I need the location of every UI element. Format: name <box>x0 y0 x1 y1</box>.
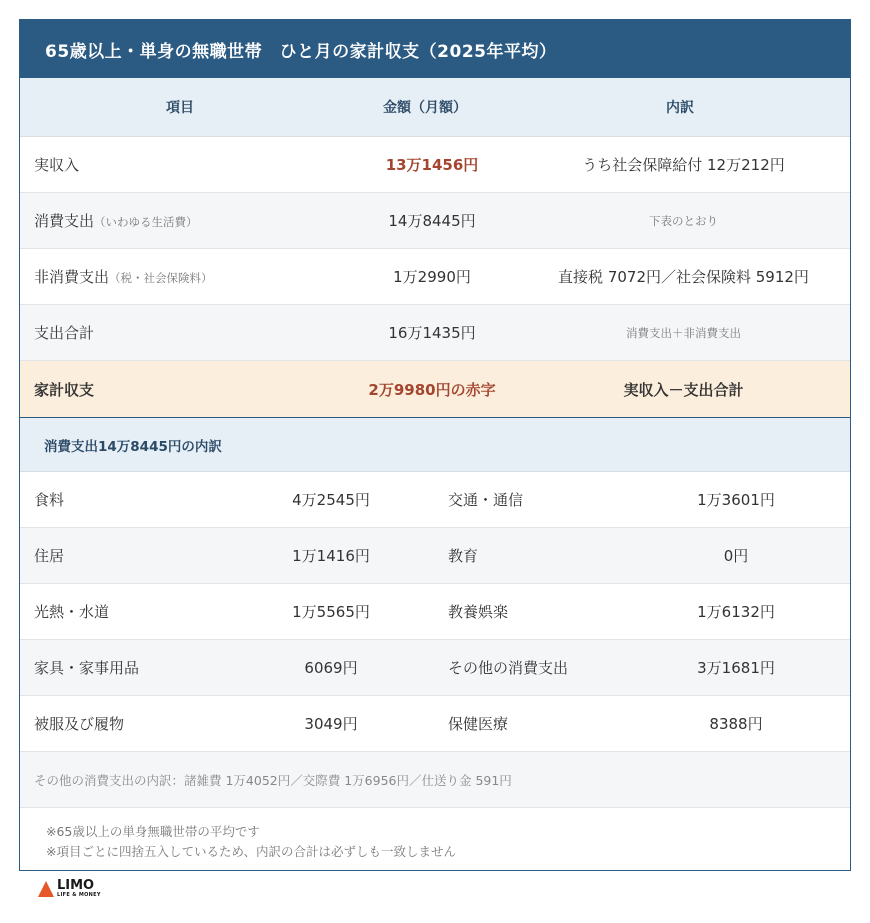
breakdown-row <box>20 472 850 528</box>
table-row-income <box>20 137 850 193</box>
breakdown-value: 6069円 <box>304 659 358 677</box>
flame-icon <box>38 881 54 897</box>
budget-table <box>19 19 851 871</box>
breakdown-value: 8388円 <box>709 715 763 733</box>
breakdown-value: 1万6132円 <box>697 603 775 621</box>
row-label: 実収入 <box>34 156 80 174</box>
balance-amount: 2万9980円の赤字 <box>368 380 496 399</box>
row-sublabel: （税・社会保険料） <box>109 271 213 285</box>
header-item: 項目 <box>166 100 194 116</box>
breakdown-row <box>20 696 850 752</box>
row-amount: 14万8445円 <box>388 212 476 230</box>
balance-detail: 実収入－支出合計 <box>623 380 744 399</box>
row-detail: うち社会保障給付 12万212円 <box>582 156 785 174</box>
header-amount: 金額（月額） <box>383 100 467 116</box>
header-detail: 内訳 <box>666 100 694 116</box>
breakdown-value: 4万2545円 <box>292 491 370 509</box>
row-label: 支出合計 <box>34 324 95 342</box>
breakdown-row <box>20 584 850 640</box>
table-row-consumption <box>20 193 850 249</box>
breakdown-value: 3万1681円 <box>697 659 775 677</box>
table-row-nonconsumption <box>20 249 850 305</box>
table-header <box>20 78 850 137</box>
table-row-total <box>20 305 850 361</box>
logo-tagline: LIFE & MONEY <box>57 892 101 898</box>
breakdown-label: 食料 <box>34 491 65 509</box>
breakdown-row <box>20 528 850 584</box>
breakdown-value: 0円 <box>723 547 749 565</box>
table-row-balance <box>20 361 850 418</box>
breakdown-value: 1万1416円 <box>292 547 370 565</box>
breakdown-value: 1万5565円 <box>292 603 370 621</box>
row-amount: 13万1456円 <box>385 156 479 174</box>
breakdown-label: 住居 <box>34 547 65 565</box>
breakdown-label: 保健医療 <box>448 715 509 733</box>
row-amount: 16万1435円 <box>388 324 476 342</box>
footnote: ※65歳以上の単身無職世帯の平均です <box>46 824 260 839</box>
row-label: 非消費支出 <box>34 268 110 286</box>
footnote: ※項目ごとに四捨五入しているため、内訳の合計は必ずしも一致しません <box>46 844 456 859</box>
breakdown-label: 光熱・水道 <box>34 603 110 621</box>
row-detail: 下表のとおり <box>649 213 718 228</box>
row-label: 消費支出 <box>34 212 95 230</box>
table-title: 65歳以上・単身の無職世帯 ひと月の家計収支（2025年平均） <box>20 20 850 78</box>
breakdown-label: 家具・家事用品 <box>34 659 140 677</box>
breakdown-section-title: 消費支出14万8445円の内訳 <box>20 418 850 472</box>
footnotes <box>20 808 850 870</box>
balance-label: 家計収支 <box>34 380 95 399</box>
breakdown-label: 交通・通信 <box>448 491 524 509</box>
breakdown-row <box>20 640 850 696</box>
limo-logo <box>38 879 101 898</box>
logo-name: LIMO <box>57 878 95 893</box>
row-detail: 直接税 7072円／社会保険料 5912円 <box>558 268 809 286</box>
row-sublabel: （いわゆる生活費） <box>94 215 198 229</box>
breakdown-label: 被服及び履物 <box>34 715 125 733</box>
other-expense-note: その他の消費支出の内訳：諸雑費 1万4052円／交際費 1万6956円／仕送り金 591円 <box>20 752 850 808</box>
breakdown-label: 教養娯楽 <box>448 603 509 621</box>
row-amount: 1万2990円 <box>393 268 471 286</box>
breakdown-value: 1万3601円 <box>697 491 775 509</box>
breakdown-label: 教育 <box>448 547 479 565</box>
breakdown-label: その他の消費支出 <box>448 659 569 677</box>
breakdown-value: 3049円 <box>304 715 358 733</box>
row-detail: 消費支出＋非消費支出 <box>626 325 741 340</box>
